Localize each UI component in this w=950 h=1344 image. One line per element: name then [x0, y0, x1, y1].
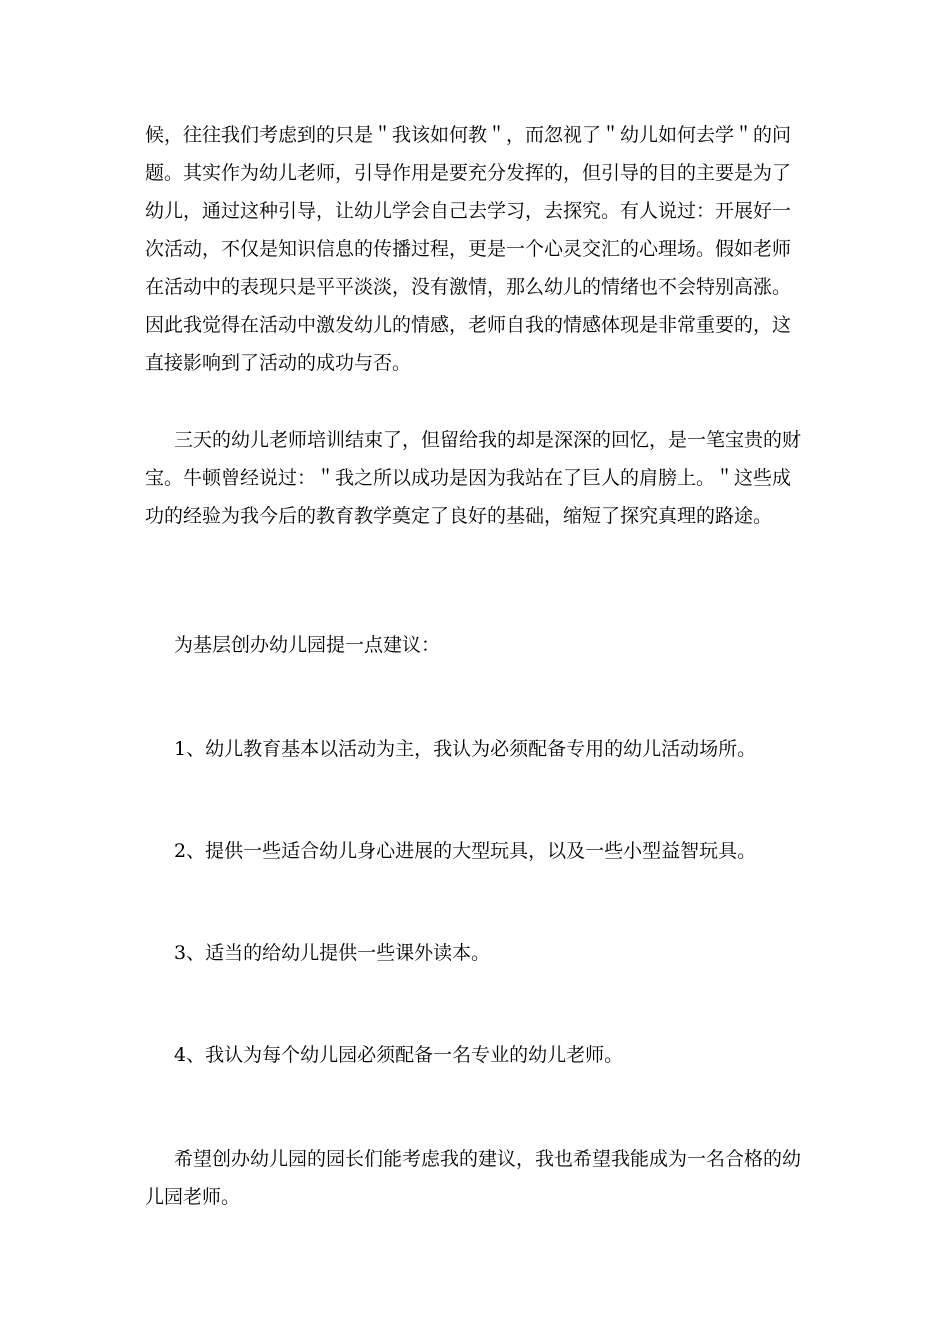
text-line: 宝。牛顿曾经说过：＂我之所以成功是因为我站在了巨人的肩膀上。＂这些成: [145, 467, 792, 489]
suggestion-text: 1、幼儿教育基本以活动为主，我认为必须配备专用的幼儿活动场所。: [174, 738, 757, 760]
paragraph-reflection: [145, 116, 815, 382]
heading-line: 为基层创办幼儿园提一点建议：: [174, 634, 441, 656]
text-line: 直接影响到了活动的成功与否。: [145, 352, 412, 374]
text-line: 三天的幼儿老师培训结束了，但留给我的却是深深的回忆，是一笔宝贵的财: [174, 429, 802, 451]
text-line: 儿园老师。: [145, 1186, 241, 1208]
suggestion-text: 2、提供一些适合幼儿身心进展的大型玩具，以及一些小型益智玩具。: [174, 840, 757, 862]
paragraph-closing: [145, 1140, 815, 1216]
suggestion-text: 3、适当的给幼儿提供一些课外读本。: [174, 942, 491, 964]
suggestion-item: [145, 730, 815, 768]
suggestion-item: [145, 1036, 815, 1074]
text-line: 希望创办幼儿园的园长们能考虑我的建议，我也希望我能成为一名合格的幼: [174, 1148, 802, 1170]
suggestion-item: [145, 934, 815, 972]
suggestions-heading: [145, 626, 815, 664]
text-line: 题。其实作为幼儿老师，引导作用是要充分发挥的，但引导的目的主要是为了: [145, 162, 792, 184]
text-line: 在活动中的表现只是平平淡淡，没有激情，那么幼儿的情绪也不会特别高涨。: [145, 276, 792, 298]
text-line: 因此我觉得在活动中激发幼儿的情感，老师自我的情感体现是非常重要的，这: [145, 314, 792, 336]
suggestion-item: [145, 832, 815, 870]
paragraph-conclusion: [145, 421, 815, 535]
text-line: 幼儿，通过这种引导，让幼儿学会自己去学习，去探究。有人说过：开展好一: [145, 200, 792, 222]
text-line: 功的经验为我今后的教育教学奠定了良好的基础，缩短了探究真理的路途。: [145, 505, 773, 527]
text-line: 次活动，不仅是知识信息的传播过程，更是一个心灵交汇的心理场。假如老师: [145, 238, 792, 260]
text-line: 候，往往我们考虑到的只是＂我该如何教＂，而忽视了＂幼儿如何去学＂的问: [145, 124, 792, 146]
suggestion-text: 4、我认为每个幼儿园必须配备一名专业的幼儿老师。: [174, 1044, 624, 1066]
